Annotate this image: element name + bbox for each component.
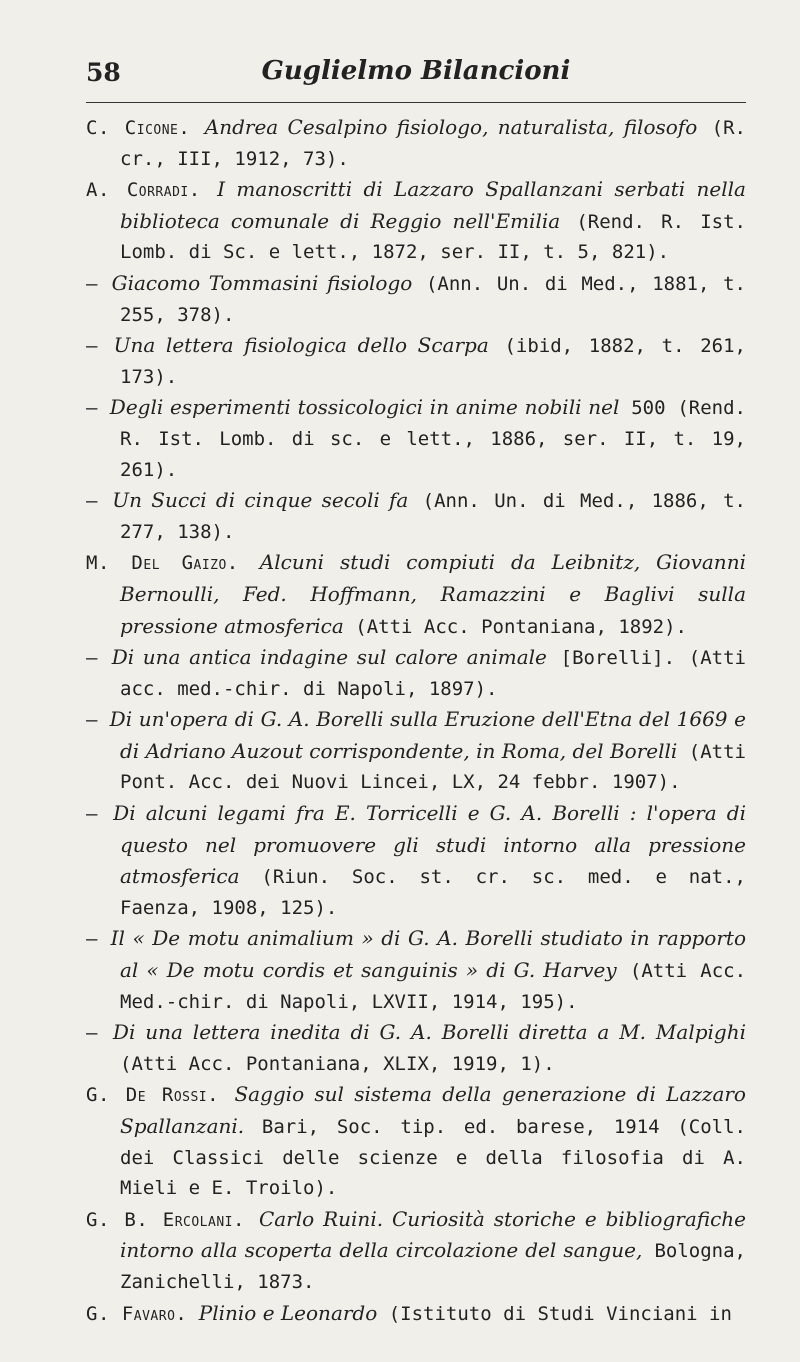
entry-details: (Istituto di Studi Vinciani in bbox=[388, 1302, 732, 1325]
bibliography-entry bbox=[86, 330, 746, 392]
entry-title: Il « De motu animalium » di G. A. Borelli studiato in rapporto al « De motu cordis et sanguinis » di G. Harvey bbox=[110, 926, 746, 983]
entry-author: G. B. Ercolani. bbox=[86, 1208, 245, 1231]
bibliography-entry bbox=[86, 547, 746, 642]
bibliography-entry bbox=[86, 642, 746, 704]
entry-details: Bologna, Zanichelli, 1873. bbox=[120, 1240, 746, 1293]
bibliography-entry bbox=[86, 1017, 746, 1079]
entry-author: — bbox=[86, 335, 98, 358]
entry-details: (Ann. Un. di Med., 1881, t. 255, 378). bbox=[120, 272, 746, 326]
entry-details: Bari, Soc. tip. ed. barese, 1914 (Coll. dei Classici delle scienze e della filosofia di A. Mieli e E. Troilo). bbox=[120, 1116, 746, 1200]
bibliography-entry bbox=[86, 268, 746, 330]
entry-title: Un Succi di cinque secoli fa bbox=[112, 488, 409, 513]
entry-title: Plinio e Leonardo bbox=[198, 1300, 378, 1325]
entry-title: Saggio sul sistema della generazione di Lazzaro Spallanzani. bbox=[120, 1082, 746, 1138]
entry-author: — bbox=[86, 803, 98, 826]
entry-author: — bbox=[86, 647, 98, 670]
entry-details: (Rend. R. Ist. Lomb. di Sc. e lett., 1872, ser. II, t. 5, 821). bbox=[120, 210, 746, 264]
entry-title: Di una lettera inedita di G. A. Borelli diretta a M. Malpighi bbox=[112, 1020, 746, 1045]
entry-details: [Borelli]. (Atti acc. med.-chir. di Napoli, 1897). bbox=[120, 647, 746, 700]
entry-title: Una lettera fisiologica dello Scarpa bbox=[113, 333, 489, 358]
entry-details: (Atti Acc. Med.-chir. di Napoli, LXVII, 1914, 195). bbox=[120, 960, 747, 1013]
bibliography-list bbox=[86, 112, 746, 1329]
bibliography-entry bbox=[86, 392, 746, 485]
running-title: Guglielmo Bilancioni bbox=[261, 56, 571, 86]
bibliography-entry bbox=[86, 1204, 746, 1298]
entry-title: I manoscritti di Lazzaro Spallanzani serbati nella biblioteca comunale di Reggio nell'Emilia bbox=[120, 177, 746, 233]
entry-author: — bbox=[86, 397, 98, 420]
entry-title: Andrea Cesalpino fisiologo, naturalista, filosofo bbox=[204, 115, 698, 139]
entry-author: — bbox=[86, 1022, 98, 1045]
entry-author: A. Corradi. bbox=[86, 179, 201, 202]
entry-title: Di una antica indagine sul calore animale bbox=[111, 645, 547, 670]
entry-details: (Riun. Soc. st. cr. sc. med. e nat., Faenza, 1908, 125). bbox=[120, 866, 746, 919]
bibliography-entry bbox=[86, 112, 746, 174]
entry-title: Di un'opera di G. A. Borelli sulla Eruzione dell'Etna del 1669 e di Adriano Auzout corrispondente, in Roma, del Borelli bbox=[109, 707, 746, 763]
entry-title: Di alcuni legami fra E. Torricelli e G. A. Borelli : l'opera di questo nel promuovere gli studi intorno alla pressione atmosferica bbox=[113, 801, 746, 889]
entry-title: Alcuni studi compiuti da Leibnitz, Giovanni Bernoulli, Fed. Hoffmann, Ramazzini e Baglivi sulla pressione atmosferica bbox=[120, 550, 746, 638]
page-header bbox=[86, 52, 746, 103]
entry-details: (Atti Acc. Pontaniana, 1892). bbox=[355, 615, 687, 638]
entry-details: (Ann. Un. di Med., 1886, t. 277, 138). bbox=[120, 490, 746, 543]
entry-details: (R. cr., III, 1912, 73). bbox=[120, 117, 746, 170]
entry-title: Degli esperimenti tossicologici in anime nobili nel bbox=[109, 395, 620, 420]
entry-author: — bbox=[86, 490, 98, 513]
bibliography-entry bbox=[86, 1079, 746, 1203]
entry-author: — bbox=[86, 272, 98, 295]
entry-title: Carlo Ruini. Curiosità storiche e bibliografiche intorno alla scoperta della circolazione del sangue, bbox=[120, 1206, 746, 1263]
entry-author: C. Cicone. bbox=[86, 117, 191, 139]
bibliography-entry bbox=[86, 798, 746, 923]
bibliography-entry bbox=[86, 704, 746, 798]
entry-details: 500 (Rend. R. Ist. Lomb. di sc. e lett., 1886, ser. II, t. 19, 261). bbox=[120, 397, 746, 481]
entry-details: (Atti Acc. Pontaniana, XLIX, 1919, 1). bbox=[120, 1052, 555, 1075]
bibliography-entry bbox=[86, 1298, 746, 1330]
entry-title: Giacomo Tommasini fisiologo bbox=[111, 270, 413, 295]
entry-author: G. De Rossi. bbox=[86, 1084, 220, 1107]
bibliography-entry bbox=[86, 485, 746, 547]
entry-author: M. Del Gaizo. bbox=[86, 552, 239, 575]
entry-author: — bbox=[86, 928, 98, 951]
entry-details: (ibid, 1882, t. 261, 173). bbox=[120, 335, 746, 388]
entry-author: — bbox=[86, 709, 98, 732]
bibliography-entry bbox=[86, 174, 746, 268]
page-number: 58 bbox=[86, 58, 121, 87]
entry-details: (Atti Pont. Acc. dei Nuovi Lincei, LX, 24 febbr. 1907). bbox=[120, 740, 746, 794]
bibliography-entry bbox=[86, 923, 746, 1017]
entry-author: G. Favaro. bbox=[86, 1302, 188, 1325]
